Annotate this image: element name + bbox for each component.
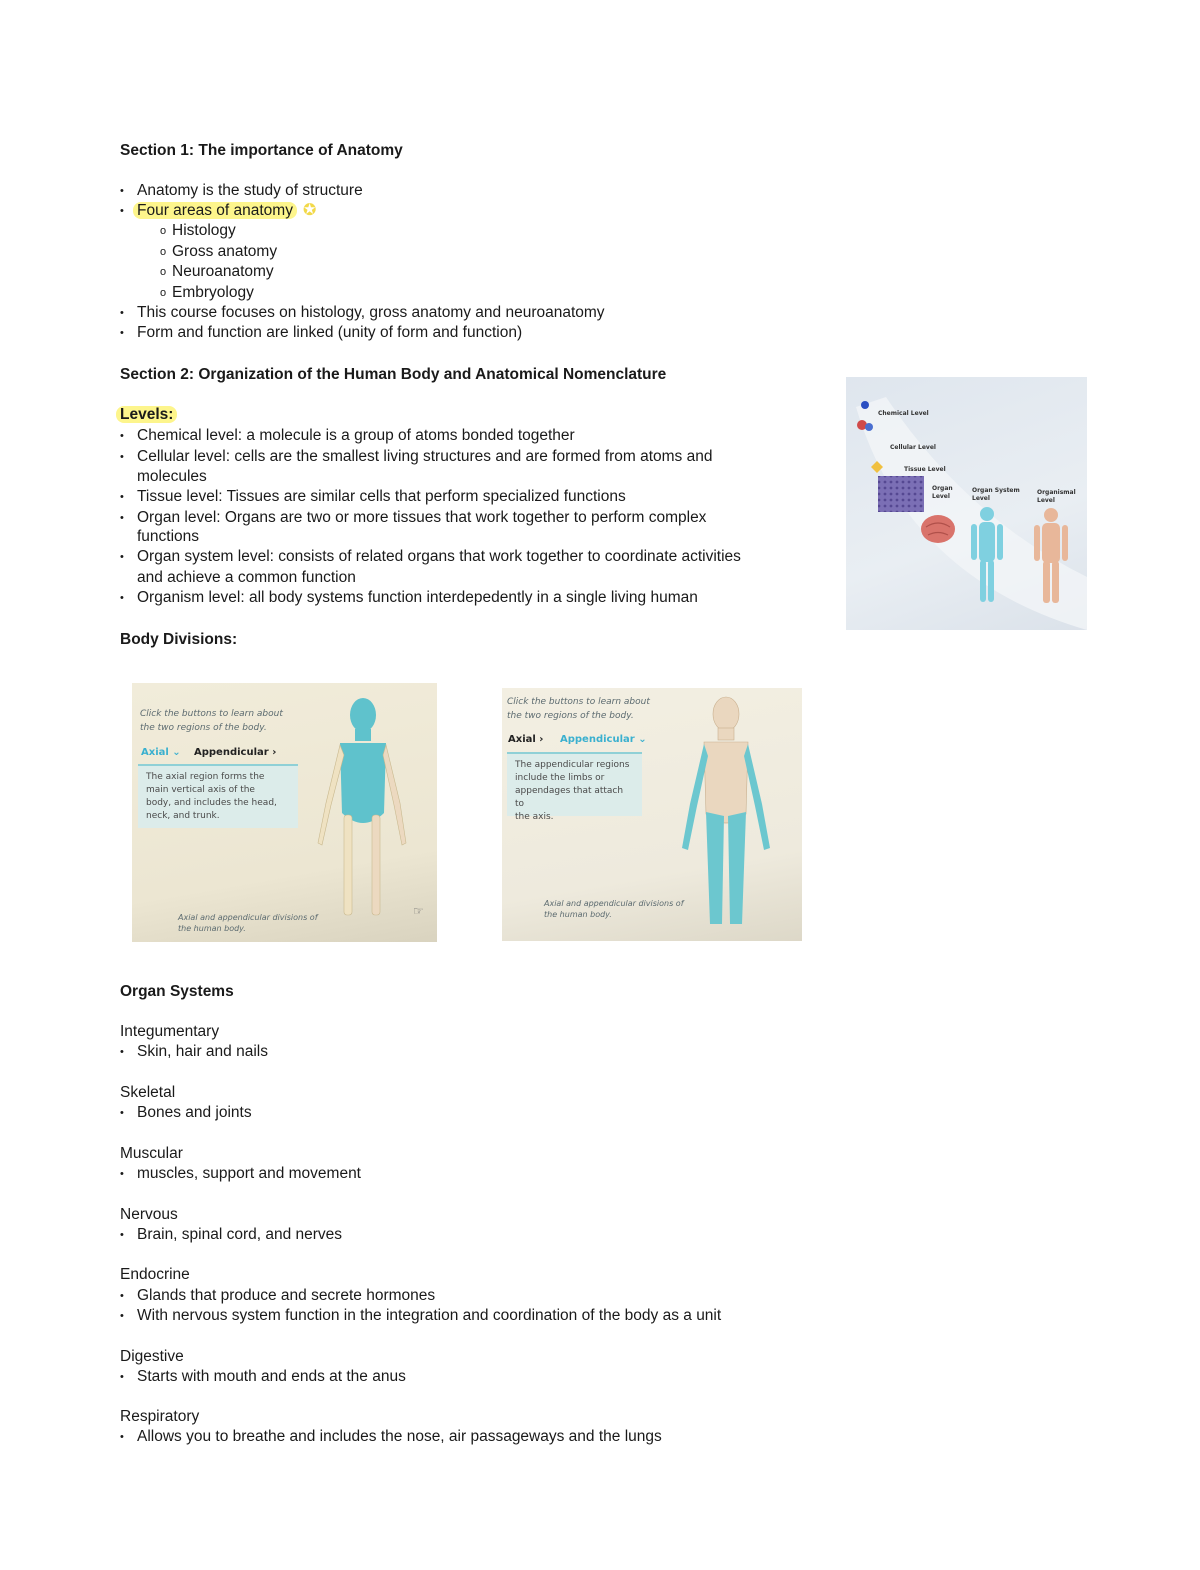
list-item: • Organism level: all body systems function interdepedently in a single living human bbox=[137, 588, 698, 608]
list-item: o Embryology bbox=[172, 283, 254, 303]
organ-systems-heading: Organ Systems bbox=[120, 983, 234, 1000]
axial-body-illustration bbox=[300, 693, 420, 923]
axial-tab[interactable]: Axial ⌄ bbox=[141, 747, 181, 758]
highlight-mark-icon: ✪ bbox=[302, 202, 317, 219]
chevron-right-icon: › bbox=[539, 734, 544, 745]
axial-tab[interactable]: Axial › bbox=[508, 734, 544, 745]
cursor-hand-icon: ☞ bbox=[413, 904, 424, 918]
list-item: • Starts with mouth and ends at the anus bbox=[137, 1367, 406, 1387]
list-item-continued: molecules bbox=[137, 468, 207, 485]
axial-description-box bbox=[138, 764, 298, 828]
list-item: • Bones and joints bbox=[137, 1103, 252, 1123]
brain-icon bbox=[921, 515, 955, 543]
atom-icon bbox=[861, 401, 869, 409]
list-item: • Chemical level: a molecule is a group of atoms bonded together bbox=[137, 426, 575, 446]
list-item: • This course focuses on histology, gross anatomy and neuroanatomy bbox=[137, 303, 605, 323]
list-item: • Organ level: Organs are two or more tissues that work together to perform complex bbox=[137, 508, 706, 528]
list-item: • Brain, spinal cord, and nerves bbox=[137, 1225, 342, 1245]
appendicular-region-screenshot bbox=[502, 688, 802, 941]
list-item: o Histology bbox=[172, 221, 236, 241]
axial-region-highlight bbox=[340, 698, 386, 823]
list-item-continued: and achieve a common function bbox=[137, 569, 356, 586]
list-item: • Organ system level: consists of related organs that work together to coordinate activities bbox=[137, 547, 741, 567]
highlighted-text: Four areas of anatomy bbox=[133, 202, 297, 219]
body-core bbox=[704, 697, 748, 823]
organ-level-label: Organ Level bbox=[932, 485, 953, 500]
list-item: • Glands that produce and secrete hormones bbox=[137, 1286, 435, 1306]
list-item: • Tissue level: Tissues are similar cells that perform specialized functions bbox=[137, 487, 626, 507]
chevron-right-icon: › bbox=[272, 747, 277, 758]
section-2-heading: Section 2: Organization of the Human Body and Anatomical Nomenclature bbox=[120, 366, 667, 383]
organ-system-name: Digestive bbox=[120, 1348, 184, 1365]
chevron-down-icon: ⌄ bbox=[172, 747, 181, 758]
organ-system-name: Integumentary bbox=[120, 1023, 220, 1040]
list-item: o Neuroanatomy bbox=[172, 262, 274, 282]
list-item: • With nervous system function in the integration and coordination of the body as a unit bbox=[137, 1306, 721, 1326]
appendicular-tab[interactable]: Appendicular ⌄ bbox=[560, 734, 647, 745]
list-item: • Cellular level: cells are the smallest living structures and are formed from atoms and bbox=[137, 447, 712, 467]
levels-label: Levels: bbox=[120, 405, 177, 425]
organ-system-name: Endocrine bbox=[120, 1266, 190, 1283]
cellular-level-label: Cellular Level bbox=[890, 444, 936, 451]
card-prompt: Click the buttons to learn about the two regions of the body. bbox=[507, 697, 650, 721]
organ-system-level-label: Organ System Level bbox=[972, 487, 1020, 502]
list-item: o Gross anatomy bbox=[172, 242, 277, 262]
appendicular-description-box bbox=[507, 752, 642, 822]
section-1-heading: Section 1: The importance of Anatomy bbox=[120, 142, 403, 159]
levels-of-organization-figure bbox=[846, 377, 1087, 630]
organ-system-name: Skeletal bbox=[120, 1084, 176, 1101]
list-item: • Skin, hair and nails bbox=[137, 1042, 268, 1062]
organ-system-name: Nervous bbox=[120, 1206, 178, 1223]
body-divisions-heading: Body Divisions: bbox=[120, 631, 238, 648]
chevron-down-icon: ⌄ bbox=[638, 734, 647, 745]
list-item-continued: functions bbox=[137, 528, 200, 545]
chemical-level-label: Chemical Level bbox=[878, 410, 929, 417]
list-item: • muscles, support and movement bbox=[137, 1164, 361, 1184]
organ-system-name: Respiratory bbox=[120, 1408, 200, 1425]
axial-description: The axial region forms the main vertical axis of the body, and includes the head, neck, and trunk. bbox=[146, 772, 277, 821]
appendicular-body-illustration bbox=[670, 692, 782, 932]
card-caption: Axial and appendicular divisions of the human body. bbox=[178, 913, 318, 933]
organismal-level-label: Organismal Level bbox=[1037, 489, 1076, 504]
axial-region-screenshot bbox=[132, 683, 437, 942]
card-caption: Axial and appendicular divisions of the human body. bbox=[544, 899, 684, 919]
list-item bbox=[137, 201, 316, 221]
list-item: • Form and function are linked (unity of form and function) bbox=[137, 323, 522, 343]
appendicular-description: The appendicular regions include the limbs or appendages that attach to the axis. bbox=[515, 760, 630, 822]
appendicular-tab[interactable]: Appendicular › bbox=[194, 747, 277, 758]
card-prompt: Click the buttons to learn about the two regions of the body. bbox=[140, 709, 283, 733]
tissue-level-label: Tissue Level bbox=[904, 466, 946, 473]
organ-system-name: Muscular bbox=[120, 1145, 183, 1162]
list-item: • Allows you to breathe and includes the nose, air passageways and the lungs bbox=[137, 1427, 662, 1447]
list-item: • Anatomy is the study of structure bbox=[137, 181, 363, 201]
